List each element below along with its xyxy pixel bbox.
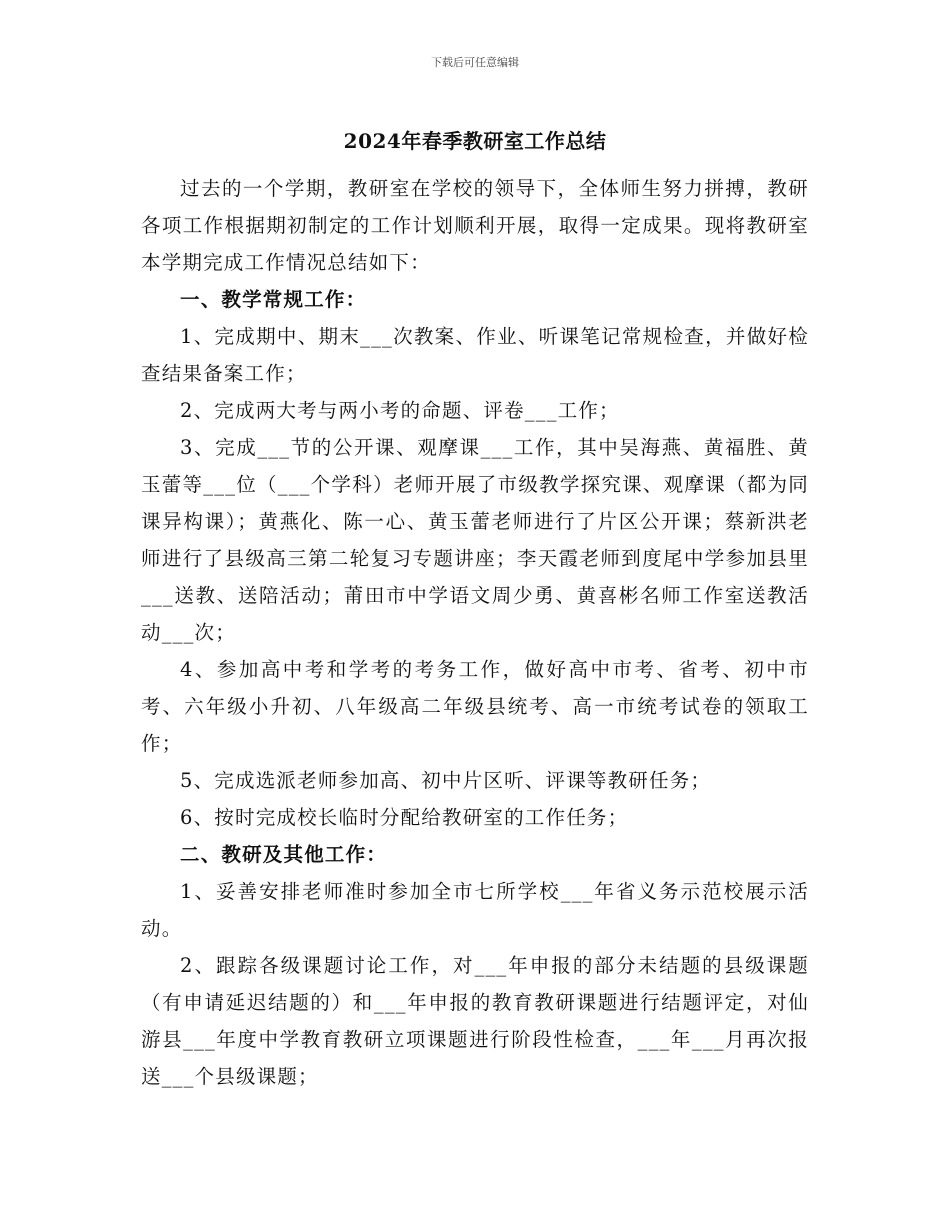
list-item: 4、参加高中考和学考的考务工作，做好高中市考、省考、初中市考、六年级小升初、八年级高二年级县统考、高一市统考试卷的领取工作； (141, 658, 809, 755)
document-body (141, 170, 809, 1095)
list-item: 1、完成期中、期末___次教案、作业、听课笔记常规检查，并做好检查结果备案工作； (141, 325, 809, 385)
list-item: 2、完成两大考与两小考的命题、评卷___工作； (180, 399, 620, 422)
list-item: 6、按时完成校长临时分配给教研室的工作任务； (180, 806, 629, 829)
list-item: 5、完成选派老师参加高、初中片区听、评课等教研任务； (180, 769, 712, 792)
header-note: 下载后可任意编辑 (431, 56, 519, 69)
list-item: 3、完成___节的公开课、观摩课___工作，其中吴海燕、黄福胜、黄玉蕾等___位（___个学科）老师开展了市级教学探究课、观摩课（都为同课异构课）；黄燕化、陈一心、黄玉蕾老师进行了片区公开课；蔡新洪老师进行了县级高三第二轮复习专题讲座；李天霞老师到度尾中学参加县里___送教、送陪活动；莆田市中学语文周少勇、黄喜彬名师工作室送教活动___次； (141, 436, 809, 644)
section-heading-research-other: 二、教研及其他工作： (180, 843, 388, 866)
intro-paragraph: 过去的一个学期，教研室在学校的领导下，全体师生努力拼搏，教研各项工作根据期初制定的工作计划顺利开展，取得一定成果。现将教研室本学期完成工作情况总结如下： (141, 177, 809, 274)
list-item: 1、妥善安排老师准时参加全市七所学校___年省义务示范校展示活动。 (141, 880, 809, 940)
list-item: 2、跟踪各级课题讨论工作，对___年申报的部分未结题的县级课题（有申请延迟结题的）和___年申报的教育教研课题进行结题评定，对仙游县___年度中学教育教研立项课题进行阶段性检查，___年___月再次报送___个县级课题； (141, 954, 809, 1088)
section-heading-teaching-routine: 一、教学常规工作： (180, 288, 367, 311)
document-title: 2024年春季教研室工作总结 (343, 129, 607, 153)
